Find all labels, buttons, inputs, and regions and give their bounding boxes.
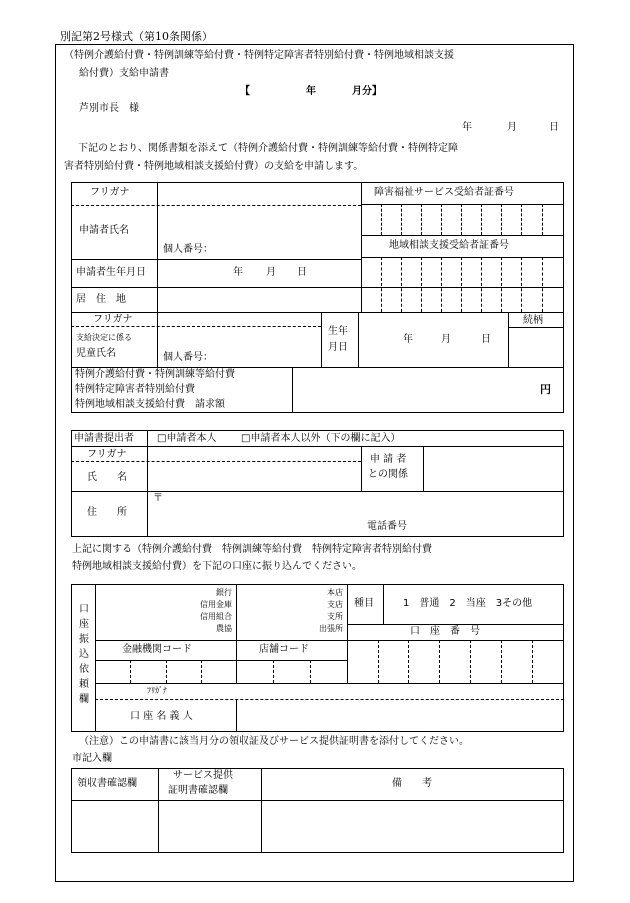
date-day: 日 — [549, 122, 559, 133]
postal-mark: 〒 — [153, 493, 163, 504]
submitter-name-label: 氏 名 — [87, 472, 127, 483]
intro-line1: 下記のとおり、関係書類を添えて（特例介護給付費・特例訓練等給付費・特例特定障 — [78, 143, 458, 154]
submitter-relation-line2: との関係 — [368, 469, 408, 480]
date-year: 年 — [462, 122, 472, 133]
child-month-label: 月 — [441, 334, 451, 345]
furigana-label: フリガナ — [90, 187, 130, 198]
bank-type-list: 銀行 信用金庫 信用組合 農協 — [200, 588, 232, 633]
bank-vertical-label: 口 座 振 込 依 頼 欄 — [79, 604, 89, 705]
attachment-note: （注意）この申請書に該当月分の領収証及びサービス提供証明書を添付してください。 — [79, 736, 469, 747]
address-label: 居 住 地 — [76, 294, 126, 305]
intro-line2: 害者特別給付費・特例地域相談支援給付費）の支給を申請します。 — [64, 161, 364, 172]
child-day-label: 日 — [481, 334, 491, 345]
child-birth-label1: 生年 — [328, 326, 348, 337]
kojin-bango-label: 個人番号： — [163, 244, 213, 255]
service-check-line2: 証明書確認欄 — [168, 785, 228, 796]
applicant-name-label: 申請者氏名 — [79, 225, 129, 236]
birth-month-label: 月 — [266, 267, 276, 278]
child-label-line1: 支給決定に係る — [76, 333, 132, 342]
account-number-label: 口 座 番 号 — [410, 626, 480, 637]
child-label-line2: 児童氏名 — [76, 348, 116, 359]
submitter-furigana-label: フリガナ — [87, 449, 127, 460]
account-holder-label: 口 座 名 義 人 — [130, 711, 193, 722]
submitter-self-checkbox[interactable]: □申請者本人 — [157, 433, 217, 444]
submitter-other-checkbox[interactable]: □申請者本人以外（下の欄に記入） — [241, 433, 401, 444]
remarks-label: 備 考 — [392, 778, 432, 789]
claim-line3: 特例地域相談支援給付費 請求額 — [75, 399, 225, 410]
branch-type-list: 本店 支店 支所 出張所 — [319, 588, 343, 633]
submitter-address-label: 住 所 — [87, 507, 127, 518]
child-furigana-label: フリガナ — [93, 314, 133, 325]
branch-code-label: 店舗コード — [259, 644, 309, 655]
transfer-line1: 上記に関する（特例介護給付費 特例訓練等給付費 特例特定障害者特別給付費 — [72, 544, 432, 555]
claim-line2: 特例特定障害者特別給付費 — [75, 384, 195, 395]
yen-label: 円 — [540, 383, 551, 396]
birth-year-label: 年 — [233, 267, 243, 278]
form-number: 別記第2号様式（第10条関係） — [60, 30, 213, 43]
transfer-line2: 特例地域相談支援給付費）を下記の口座に振り込んでください。 — [72, 561, 362, 572]
child-kojin-bango-label: 個人番号： — [163, 352, 213, 363]
bank-code-label: 金融機関コード — [122, 644, 192, 655]
child-year-label: 年 — [403, 334, 413, 345]
form-title-line1: （特例介護給付費・特例訓練等給付費・特例特定障害者特別給付費・特例地域相談支援 — [64, 50, 454, 61]
phone-label: 電話番号 — [367, 521, 407, 532]
claim-line1: 特例介護給付費・特例訓練等給付費 — [75, 369, 235, 380]
account-type-label: 種目 — [354, 598, 374, 609]
account-type-options: 1 普通 2 当座 3その他 — [403, 598, 533, 609]
relation-label: 続柄 — [523, 315, 543, 326]
month-month: 月分】 — [352, 86, 382, 97]
child-birth-label2: 月日 — [328, 342, 348, 353]
submitter-relation-line1: 申 請 者 — [370, 454, 407, 465]
birthdate-label: 申請者生年月日 — [76, 267, 146, 278]
addressee: 芦別市長 様 — [79, 103, 139, 114]
city-section-label: 市記入欄 — [72, 753, 112, 764]
birth-day-label: 日 — [297, 267, 307, 278]
form-title-line2: 給付費）支給申請書 — [79, 68, 169, 79]
date-month: 月 — [507, 122, 517, 133]
holder-furigana-label: ﾌﾘｶﾞﾅ — [147, 686, 167, 695]
month-bracket-open: 【 — [240, 86, 250, 97]
submitter-label: 申請書提出者 — [74, 433, 134, 444]
consult-cert-label: 地域相談支援受給者証番号 — [389, 240, 509, 251]
service-check-line1: サービス提供 — [173, 770, 233, 781]
receipt-check-label: 領収書確認欄 — [77, 778, 137, 789]
welfare-cert-label: 障害福祉サービス受給者証番号 — [374, 187, 514, 198]
month-year: 年 — [306, 86, 316, 97]
